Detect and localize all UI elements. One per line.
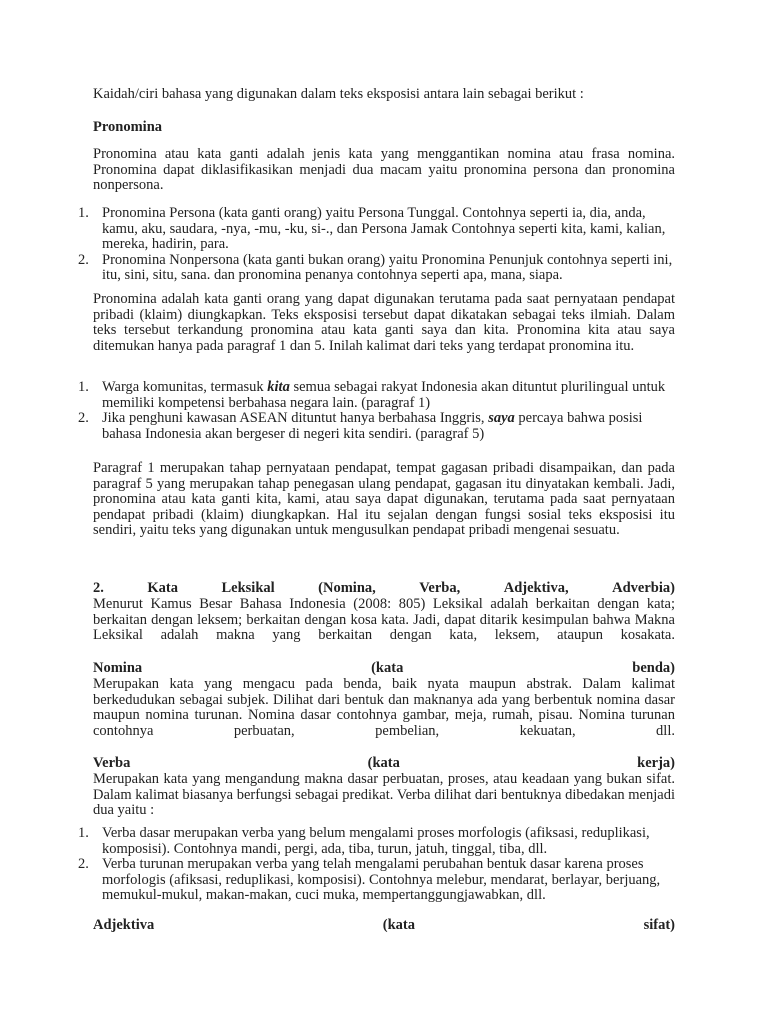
pronomina-examples-list [78, 380, 675, 442]
pronomina-explanation: Pronomina adalah kata ganti orang yang dapat digunakan terutama pada saat pernyataan pendapat pribadi (klaim) diungkapkan. Teks eksposisi tersebut dapat dikatakan sebagai teks ilmiah. Dalam teks tersebut terkandung pronomina atau kata ganti saya dan kita. Pronomina kita atau saya ditemukan hanya pada paragraf 1 dan 5. Inilah kalimat dari teks yang terdapat pronomina itu. [93, 291, 675, 354]
example-text-before: Warga komunitas, termasuk [102, 379, 268, 395]
heading-word: Nomina [93, 660, 143, 676]
heading-word: kerja) [637, 755, 675, 771]
heading-word: Adjektiva, [503, 580, 569, 596]
list-number: 2. [78, 251, 89, 268]
list-number: 2. [78, 410, 89, 426]
heading-word: 2. [93, 580, 104, 596]
list-item [78, 826, 675, 857]
list-item [78, 206, 675, 253]
intro-text: Kaidah/ciri bahasa yang digunakan dalam teks eksposisi antara lain sebagai berikut : [93, 86, 584, 102]
list-number: 1. [78, 825, 89, 841]
example-text-after: semua sebagai rakyat Indonesia akan dituntut plurilingual untuk memiliki kompetensi berbahasa negara lain. (paragraf 1) [102, 379, 666, 411]
pronomina-heading: Pronomina [93, 119, 163, 135]
heading-word: (Nomina, [318, 580, 376, 596]
pronomina-conclusion: Paragraf 1 merupakan tahap pernyataan pendapat, tempat gagasan pribadi disampaikan, dan pada paragraf 5 yang merupakan tahap penegasan ulang pendapat, gagasan itu dinyatakan kembali. Jadi, pronomina atau kata ganti kita, kami, atau saya dapat digunakan, terutama pada saat pernyataan pendapat pribadi (klaim) diungkapkan. Hal itu sejalan dengan fungsi sosial teks eksposisi itu sendiri, yaitu teks yang digunakan untuk mengusulkan pendapat pribadi mengenai sesuatu. [93, 460, 675, 538]
heading-word: (kata [367, 755, 400, 771]
heading-word: sifat) [643, 917, 675, 933]
list-item-text: Pronomina Persona (kata ganti orang) yaitu Persona Tunggal. Contohnya seperti ia, dia, anda, kamu, aku, saudara, -nya, -mu, -ku, si-., dan Persona Jamak Contohnya seperti kita, kami, kalian, mereka, hadirin, para. [102, 205, 666, 252]
pronomina-definition: Pronomina atau kata ganti adalah jenis kata yang menggantikan nomina atau frasa nomina. Pronomina dapat diklasifikasikan menjadi dua macam yaitu pronomina persona dan pronomina nonpersona. [93, 146, 675, 193]
list-number: 1. [78, 379, 89, 395]
pronomina-types-list [78, 206, 675, 284]
list-item [78, 380, 675, 411]
heading-word: Adjektiva [93, 917, 155, 933]
example-text-before: Jika penghuni kawasan ASEAN dituntut hanya berbahasa Inggris, [102, 410, 489, 426]
example-text-after: percaya bahwa posisi bahasa Indonesia akan bergeser di negeri kita sendiri. (paragraf 5) [102, 410, 643, 442]
heading-word: Adverbia) [612, 580, 675, 596]
leksikal-text: Menurut Kamus Besar Bahasa Indonesia (2008: 805) Leksikal adalah berkaitan dengan kata; berkaitan dengan leksem; berkaitan dengan kosa kata. Jadi, dapat ditarik kesimpulan bahwa Makna Leksikal adalah makna yang berkaitan dengan kata, leksem, ataupun kosakata. [93, 596, 675, 643]
heading-word: (kata [371, 660, 404, 676]
verba-heading [93, 756, 675, 772]
list-item [78, 411, 675, 442]
heading-word: Kata [147, 580, 178, 596]
list-number: 1. [78, 205, 89, 221]
heading-word: Verba [93, 755, 131, 771]
list-item [78, 253, 675, 284]
heading-word: Verba, [419, 580, 461, 596]
verba-text: Merupakan kata yang mengandung makna dasar perbuatan, proses, atau keadaan yang bukan sifat. Dalam kalimat biasanya berfungsi sebagai predikat. Verba dilihat dari bentuknya dibedakan menjadi dua yaitu : [93, 771, 675, 818]
list-item-text: Verba turunan merupakan verba yang telah mengalami perubahan bentuk dasar karena proses morfologis (afiksasi, reduplikasi, komposisi). Contohnya melebur, mendarat, berlayar, berjuang, memukul-mukul, makan-makan, cuci muka, mempertanggungjawabkan, dll. [102, 856, 661, 903]
list-item [78, 857, 675, 904]
nomina-text: Merupakan kata yang mengacu pada benda, baik nyata maupun abstrak. Dalam kalimat berkedudukan sebagai subjek. Dilihat dari bentuk dan maknanya ada yang berbentuk nomina dasar maupun nomina turunan. Nomina dasar contohnya gambar, meja, rumah, pisau. Nomina turunan contohnya perbuatan, pembelian, kekuatan, dll. [93, 676, 675, 739]
list-item-text: Pronomina Nonpersona (kata ganti bukan orang) yaitu Pronomina Penunjuk contohnya seperti ini, itu, sini, situ, sana. dan pronomina penanya contohnya seperti apa, mana, siapa. [102, 251, 673, 283]
adjektiva-heading [93, 918, 675, 934]
nomina-heading [93, 661, 675, 677]
heading-word: (kata [382, 917, 416, 933]
list-number: 2. [78, 856, 89, 872]
verba-types-list [78, 826, 675, 904]
heading-word: Leksikal [221, 580, 275, 596]
heading-word: benda) [632, 660, 675, 676]
leksikal-heading [93, 581, 675, 597]
emphasized-pronoun: saya [488, 410, 515, 426]
list-item-text: Verba dasar merupakan verba yang belum mengalami proses morfologis (afiksasi, reduplikasi, komposisi). Contohnya mandi, pergi, ada, tiba, turun, jatuh, tinggal, tiba, dll. [102, 825, 650, 857]
emphasized-pronoun: kita [267, 379, 290, 395]
